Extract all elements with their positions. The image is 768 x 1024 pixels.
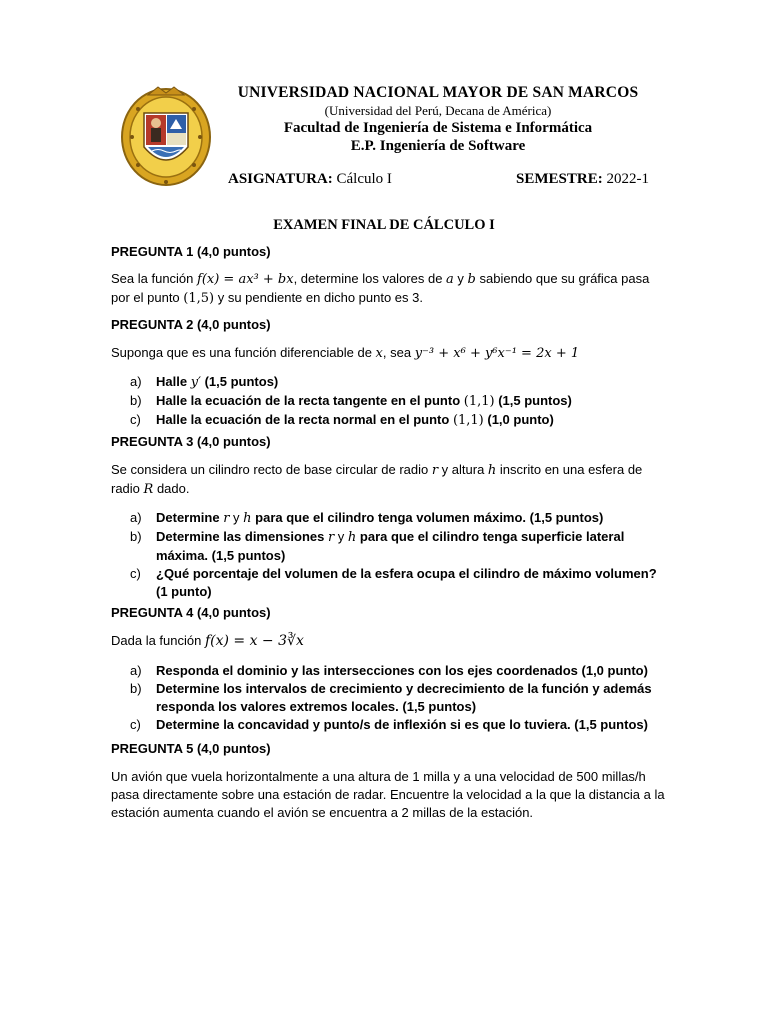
q1-var-b: b: [467, 272, 476, 287]
q2-item-c-math: (1,1): [452, 413, 484, 428]
q3-item-b-post: para que el cilindro tenga superficie lateral máxima. (1,5 puntos): [156, 529, 625, 563]
q2-item-a-post: (1,5 puntos): [200, 374, 279, 389]
q2-item-a-pre: Halle: [156, 374, 191, 389]
q1-var-a: a: [446, 272, 454, 287]
question-3-items: [111, 509, 671, 601]
question-2-items: [111, 373, 671, 430]
semester-line: [516, 171, 649, 188]
q3-item-c-text: ¿Qué porcentaje del volumen de la esfera ocupa el cilindro de máximo volumen? (1 punto): [156, 566, 657, 599]
university-name: UNIVERSIDAD NACIONAL MAYOR DE SAN MARCOS: [237, 84, 639, 101]
q1-text-d: sabiendo que su gráfica pasa por el punto: [111, 271, 650, 305]
q3-item-a-label: a): [130, 510, 142, 525]
subject-label: ASIGNATURA:: [228, 171, 333, 187]
q3-text-d: dado.: [153, 481, 190, 496]
q4-equation: f(x) = x − 3∛x: [204, 633, 304, 649]
subject-value: Cálculo I: [336, 171, 392, 187]
q3-item-a-post: para que el cilindro tenga volumen máximo. (1,5 puntos): [251, 510, 604, 525]
q2-item-c-post: (1,0 punto): [483, 412, 554, 427]
question-4-text: [111, 632, 671, 650]
q1-text-b: , determine los valores de: [293, 271, 447, 286]
question-3-heading: PREGUNTA 3 (4,0 puntos): [111, 434, 271, 449]
question-4: [111, 604, 671, 734]
q4-item-a-text: Responda el dominio y las intersecciones con los ejes coordenados (1,0 punto): [156, 663, 648, 678]
q2-equation: y⁻³ + x⁶ + y⁶x⁻¹ = 2x + 1: [414, 346, 580, 361]
q3-text-b: y altura: [438, 462, 488, 477]
q3-item-a-mid: y: [229, 510, 244, 525]
q4-item-b: [111, 680, 671, 716]
q2-item-a: [111, 373, 671, 392]
q4-item-c-text: Determine la concavidad y punto/s de inflexión si es que lo tuviera. (1,5 puntos): [156, 717, 648, 732]
q2-item-a-math: y′: [190, 375, 201, 390]
question-5-text: Un avión que vuela horizontalmente a una altura de 1 milla y a una velocidad de 500 millas/h pasa directamente sobre una estación de radar. Encuentre la velocidad a la que la distancia a la estación aumenta cuando el avión se encuentra a 2 millas de la estación.: [111, 769, 665, 820]
q4-item-b-label: b): [130, 681, 142, 696]
question-2-heading: PREGUNTA 2 (4,0 puntos): [111, 317, 271, 332]
semester-value: 2022-1: [606, 171, 649, 187]
q2-item-b: [111, 392, 671, 411]
q2-text-b: , sea: [382, 345, 415, 360]
q3-var-h: h: [487, 463, 497, 478]
q3-var-r: r: [431, 463, 439, 478]
q3-item-b-mid: y: [334, 529, 348, 544]
university-subtitle: (Universidad del Perú, Decana de América): [324, 103, 552, 118]
question-2-text: [111, 344, 671, 363]
q2-item-a-label: a): [130, 374, 142, 389]
q2-item-b-math: (1,1): [463, 394, 495, 409]
question-2: [111, 316, 671, 430]
q2-item-b-label: b): [130, 393, 142, 408]
q3-item-b-m2: h: [347, 530, 357, 545]
q3-item-b: [111, 528, 671, 565]
q3-item-a: [111, 509, 671, 528]
q1-function: f(x) = ax³ + bx: [197, 272, 294, 287]
question-1-text: [111, 270, 671, 308]
q4-text-a: Dada la función: [111, 633, 205, 648]
q3-item-a-m1: r: [223, 511, 230, 526]
q2-item-b-post: (1,5 puntos): [494, 393, 572, 408]
q2-item-c-label: c): [130, 412, 141, 427]
question-1-heading: PREGUNTA 1 (4,0 puntos): [111, 244, 271, 259]
question-3-text: [111, 461, 671, 499]
question-1: [111, 243, 671, 308]
q4-item-a: [111, 662, 671, 680]
q4-item-a-label: a): [130, 663, 142, 678]
faculty-name: Facultad de Ingeniería de Sistema e Informática: [283, 120, 593, 136]
question-5: [111, 740, 671, 822]
q3-item-a-m2: h: [243, 511, 252, 526]
subject-line: [228, 171, 392, 188]
q3-item-b-pre: Determine las dimensiones: [156, 529, 328, 544]
q1-text-c: y: [453, 271, 468, 286]
question-5-heading: PREGUNTA 5 (4,0 puntos): [111, 741, 271, 756]
q1-text-e: y su pendiente en dicho punto es 3.: [214, 290, 423, 305]
q4-item-c-label: c): [130, 717, 141, 732]
q3-item-c-label: c): [130, 566, 141, 581]
q2-text-a: Suponga que es una función diferenciable de: [111, 345, 376, 360]
q2-item-b-pre: Halle la ecuación de la recta tangente en el punto: [156, 393, 464, 408]
question-3: [111, 433, 671, 601]
q2-item-c: [111, 411, 671, 430]
semester-label: SEMESTRE:: [516, 171, 603, 187]
question-4-items: [111, 662, 671, 734]
q1-text-a: Sea la función: [111, 271, 198, 286]
q4-item-c: [111, 716, 671, 734]
q2-var-x: x: [375, 346, 383, 361]
q2-item-c-pre: Halle la ecuación de la recta normal en el punto: [156, 412, 453, 427]
question-4-heading: PREGUNTA 4 (4,0 puntos): [111, 605, 271, 620]
q3-item-c: [111, 565, 671, 601]
q3-text-a: Se considera un cilindro recto de base circular de radio: [111, 462, 432, 477]
exam-title: EXAMEN FINAL DE CÁLCULO I: [273, 217, 495, 233]
q3-text-c: inscrito en una esfera de radio: [111, 462, 643, 496]
q3-item-b-label: b): [130, 529, 142, 544]
school-name: E.P. Ingeniería de Software: [350, 138, 526, 154]
q3-var-R: R: [143, 482, 154, 497]
q3-item-b-m1: r: [327, 530, 335, 545]
q1-point: (1,5): [183, 291, 215, 306]
q4-item-b-text: Determine los intervalos de crecimiento y decrecimiento de la función y además responda los valores extremos locales. (1,5 puntos): [156, 681, 652, 714]
q3-item-a-pre: Determine: [156, 510, 224, 525]
